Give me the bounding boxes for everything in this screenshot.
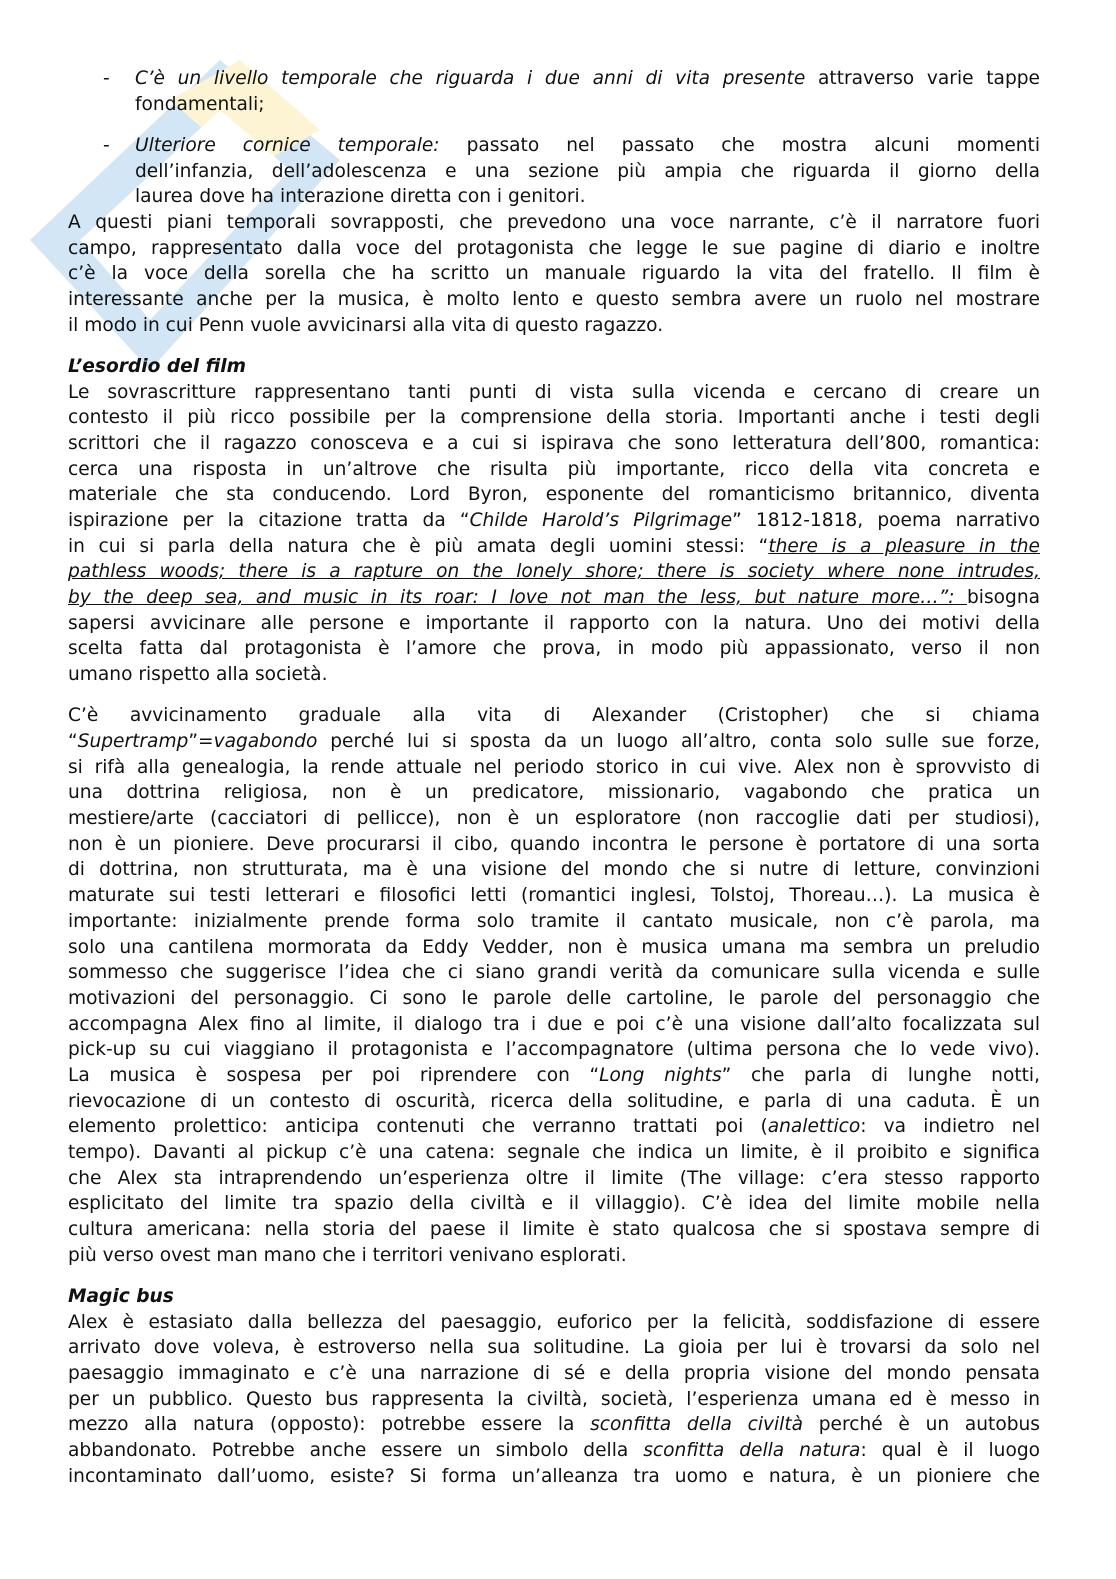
text-line <box>68 380 1040 406</box>
text-run: A questi piani temporali sovrapposti, che prevedono una voce narrante, c’è il narratore fuori <box>68 211 1040 233</box>
text-run: perché è un autobus <box>803 1414 1040 1436</box>
section-heading-text: L’esordio del film <box>68 355 246 377</box>
text-line <box>68 611 1040 637</box>
text-line <box>68 210 1040 236</box>
text-run: interessante anche per la musica, è molto lento e questo sembra avere un ruolo nel mostrare <box>68 289 1040 310</box>
text-run: : va indietro nel <box>860 1116 1041 1138</box>
text-line <box>68 482 1040 508</box>
text-run: ispirazione per la citazione tratta da “ <box>68 510 470 532</box>
text-run: mezzo alla natura (opposto): potrebbe essere la <box>68 1414 591 1436</box>
text-run: ” 1812-1818, poema narrativo <box>732 510 1040 532</box>
text-run: Long nights <box>599 1064 722 1086</box>
text-run: La musica è sospesa per poi riprendere con “ <box>68 1064 600 1086</box>
text-line <box>68 729 1040 755</box>
text-run: scrittori che il ragazzo conosceva e a cui si ispirava che sono letteratura dell’800, romantica: <box>68 432 1040 454</box>
text-run: non è un pioniere. Deve procurarsi il cibo, quando incontra le persone è portatore di una sorta <box>68 833 1040 855</box>
text-line <box>68 1335 1040 1361</box>
text-run: Le sovrascritture rappresentano tanti punti di vista sulla vicenda e cercano di creare un <box>68 381 1040 403</box>
text-run: più verso ovest man mano che i territori venivano esplorati. <box>68 1244 627 1266</box>
text-run: cultura americana: nella storia del paese il limite è stato qualcosa che si spostava sempre di <box>68 1219 1040 1241</box>
text-line <box>68 1310 1040 1336</box>
text-line <box>68 508 1040 534</box>
text-run: esplicitato del limite tra spazio della civiltà e il villaggio). C’è idea del limite mobile nella <box>68 1193 1040 1215</box>
text-line <box>68 1140 1040 1166</box>
text-line <box>68 1464 1040 1490</box>
text-line <box>68 236 1040 262</box>
text-run: pathless woods; there is a rapture on the lonely shore; there is society where none intrudes, <box>68 561 1040 583</box>
text-line <box>68 1387 1040 1413</box>
text-run: paesaggio immaginato e c’è una narrazione di sé e della propria visione del mondo pensata <box>68 1363 1040 1385</box>
text-run: materiale che sta conducendo. Lord Byron, esponente del romanticismo britannico, diventa <box>68 484 1040 506</box>
text-line <box>68 909 1040 935</box>
text-run: analettico <box>767 1116 861 1138</box>
text-run: passato nel passato che mostra alcuni momenti <box>439 134 1040 156</box>
text-run: di dottrina, non strutturata, ma è una visione del mondo che si nutre di letture, convinzioni <box>68 859 1040 881</box>
text-line <box>68 1089 1040 1115</box>
text-run: vagabondo <box>213 731 318 753</box>
text-line <box>68 806 1040 832</box>
text-run: mestiere/arte (cacciatori di pellicce), non è un esploratore (non raccoglie dati per studiosi), <box>68 808 1040 830</box>
text-run: motivazioni del personaggio. Ci sono le parole delle cartoline, le parole del personaggio che <box>68 987 1040 1009</box>
text-line <box>68 559 1040 585</box>
text-line <box>68 534 1040 560</box>
text-run: Alex è estasiato dalla bellezza del paesaggio, euforico per la felicità, soddisfazione di essere <box>68 1311 1040 1333</box>
section-heading-text: Magic bus <box>68 1285 174 1307</box>
text-line <box>68 986 1040 1012</box>
text-run: C’è un livello temporale che riguarda i due anni di vita presente <box>135 68 806 89</box>
text-run: scelta fatta dal protagonista è l’amore che prova, in modo più appassionato, verso il non <box>68 638 1040 660</box>
text-line <box>135 92 1040 118</box>
text-run: in cui si parla della natura che è più amata degli uomini stessi: “ <box>68 535 769 557</box>
text-line <box>68 431 1040 457</box>
text-line <box>68 457 1040 483</box>
text-run: by the deep sea, and music in its roar: I love not man the less, but nature more…”: <box>68 587 967 609</box>
bullet-marker: - <box>103 68 110 89</box>
text-line <box>68 857 1040 883</box>
text-line <box>135 184 1040 210</box>
text-line <box>68 1063 1040 1089</box>
text-run: maturate sui testi letterari e filosofici letti (romantici inglesi, Tolstoj, Thoreau…). La musica è <box>68 885 1040 907</box>
text-run: cerca una risposta in un’altrove che risulta più importante, ricco della vita concreta e <box>68 458 1040 480</box>
paragraph <box>68 703 1040 1268</box>
text-run: per un pubblico. Questo bus rappresenta la civiltà, società, l’esperienza umana ed è messo in <box>68 1388 1040 1410</box>
paragraph <box>68 1310 1040 1490</box>
text-run: elemento prolettico: anticipa contenuti che verranno trattati poi ( <box>68 1116 768 1138</box>
text-line <box>68 405 1040 431</box>
section-heading <box>68 354 1040 380</box>
text-line <box>68 585 1040 611</box>
document-page <box>68 66 1040 1489</box>
text-run: una dottrina religiosa, non è un predicatore, missionario, vagabondo che pratica un <box>68 782 1040 804</box>
text-line <box>135 66 1040 92</box>
text-run: laurea dove ha interazione diretta con i genitori. <box>135 186 586 208</box>
text-run: incontaminato dall’uomo, esiste? Si forma un’alleanza tra uomo e natura, è un pioniere che <box>68 1465 1040 1487</box>
text-line <box>68 1166 1040 1192</box>
text-line <box>68 1361 1040 1387</box>
text-line <box>68 662 1040 688</box>
text-run: there is a pleasure in the <box>768 535 1040 557</box>
text-run: ”= <box>188 731 214 753</box>
text-line <box>68 636 1040 662</box>
text-line <box>135 159 1040 185</box>
text-run: pick-up su cui viaggiano il protagonista e l’accompagnatore (ultima persona che lo vede vivo). <box>68 1039 1040 1061</box>
text-run: solo una cantilena mormorata da Eddy Vedder, non è musica umana ma sembra un preludio <box>68 936 1040 958</box>
text-run: arrivato dove voleva, è estroverso nella sua solitudine. La gioia per lui è trovarsi da solo nel <box>68 1337 1040 1359</box>
text-run: contesto il più ricco possibile per la comprensione della storia. Importanti anche i testi degli <box>68 407 1040 429</box>
text-run: si rifà alla genealogia, la rende attuale nel periodo storico in cui vive. Alex non è sprovvisto di <box>68 756 1040 778</box>
text-line <box>68 1438 1040 1464</box>
text-line <box>68 1114 1040 1140</box>
text-line <box>68 755 1040 781</box>
text-run: sommesso che suggerisce l’idea che ci siano grandi verità da comunicare sulla vicenda e sulle <box>68 962 1040 984</box>
text-run: importante: inizialmente prende forma solo tramite il cantato musicale, non c’è parola, ma <box>68 910 1040 932</box>
text-run: C’è avvicinamento graduale alla vita di Alexander (Cristopher) che si chiama <box>68 705 1040 727</box>
bullet-item <box>68 66 1040 117</box>
text-line <box>68 1191 1040 1217</box>
text-run: c’è la voce della sorella che ha scritto un manuale riguardo la vita del fratello. Il film è <box>68 263 1040 285</box>
text-run: : qual è il luogo <box>860 1440 1040 1462</box>
text-line <box>68 960 1040 986</box>
text-run: che Alex sta intraprendendo un’esperienza oltre il limite (The village: c’era stesso rapporto <box>68 1167 1040 1189</box>
text-run: ” che parla di lunghe notti, <box>721 1064 1040 1086</box>
text-run: accompagna Alex fino al limite, il dialogo tra i due e poi c’è una visione dall’alto focalizzata sul <box>68 1013 1040 1035</box>
text-line <box>68 261 1040 287</box>
text-line <box>68 313 1040 339</box>
text-run: campo, rappresentato dalla voce del protagonista che legge le sue pagine di diario e inoltre <box>68 237 1040 259</box>
text-run: umano rispetto alla società. <box>68 664 328 686</box>
text-run: abbandonato. Potrebbe anche essere un simbolo della <box>68 1440 644 1462</box>
text-run: Childe Harold’s Pilgrimage <box>469 510 733 532</box>
text-line <box>68 832 1040 858</box>
text-run: attraverso varie tappe <box>805 68 1040 89</box>
text-line <box>135 133 1040 159</box>
text-run: il modo in cui Penn vuole avvicinarsi alla vita di questo ragazzo. <box>68 314 664 336</box>
text-line <box>68 1037 1040 1063</box>
bullet-item <box>68 133 1040 210</box>
text-line <box>68 780 1040 806</box>
paragraph <box>68 210 1040 338</box>
text-line <box>68 287 1040 313</box>
text-line <box>68 703 1040 729</box>
text-run: fondamentali; <box>135 93 265 115</box>
text-line <box>68 935 1040 961</box>
text-line <box>68 1012 1040 1038</box>
text-run: bisogna <box>966 587 1040 609</box>
text-line <box>68 1243 1040 1269</box>
text-run: rievocazione di un contesto di oscurità, ricerca della solitudine, e parla di una caduta. È un <box>68 1090 1040 1112</box>
text-run: tempo). Davanti al pickup c’è una catena: segnale che indica un limite, è il proibito e significa <box>68 1142 1040 1164</box>
text-line <box>68 1217 1040 1243</box>
text-run: “ <box>68 731 78 753</box>
text-run: Supertramp <box>77 731 189 753</box>
text-run: sconfitta della natura <box>643 1440 861 1462</box>
bullet-marker: - <box>103 134 110 156</box>
text-run: Ulteriore cornice temporale: <box>135 134 440 156</box>
text-line <box>68 883 1040 909</box>
text-run: dell’infanzia, dell’adolescenza e una sezione più ampia che riguarda il giorno della <box>135 160 1040 182</box>
text-line <box>68 1412 1040 1438</box>
text-run: sconfitta della civiltà <box>590 1414 804 1436</box>
paragraph <box>68 380 1040 688</box>
text-run: perché lui si sposta da un luogo all’altro, conta solo sulle sue forze, <box>317 731 1040 753</box>
section-heading <box>68 1284 1040 1310</box>
text-run: sapersi avvicinare alle persone e importante il rapporto con la natura. Uno dei motivi della <box>68 612 1040 634</box>
